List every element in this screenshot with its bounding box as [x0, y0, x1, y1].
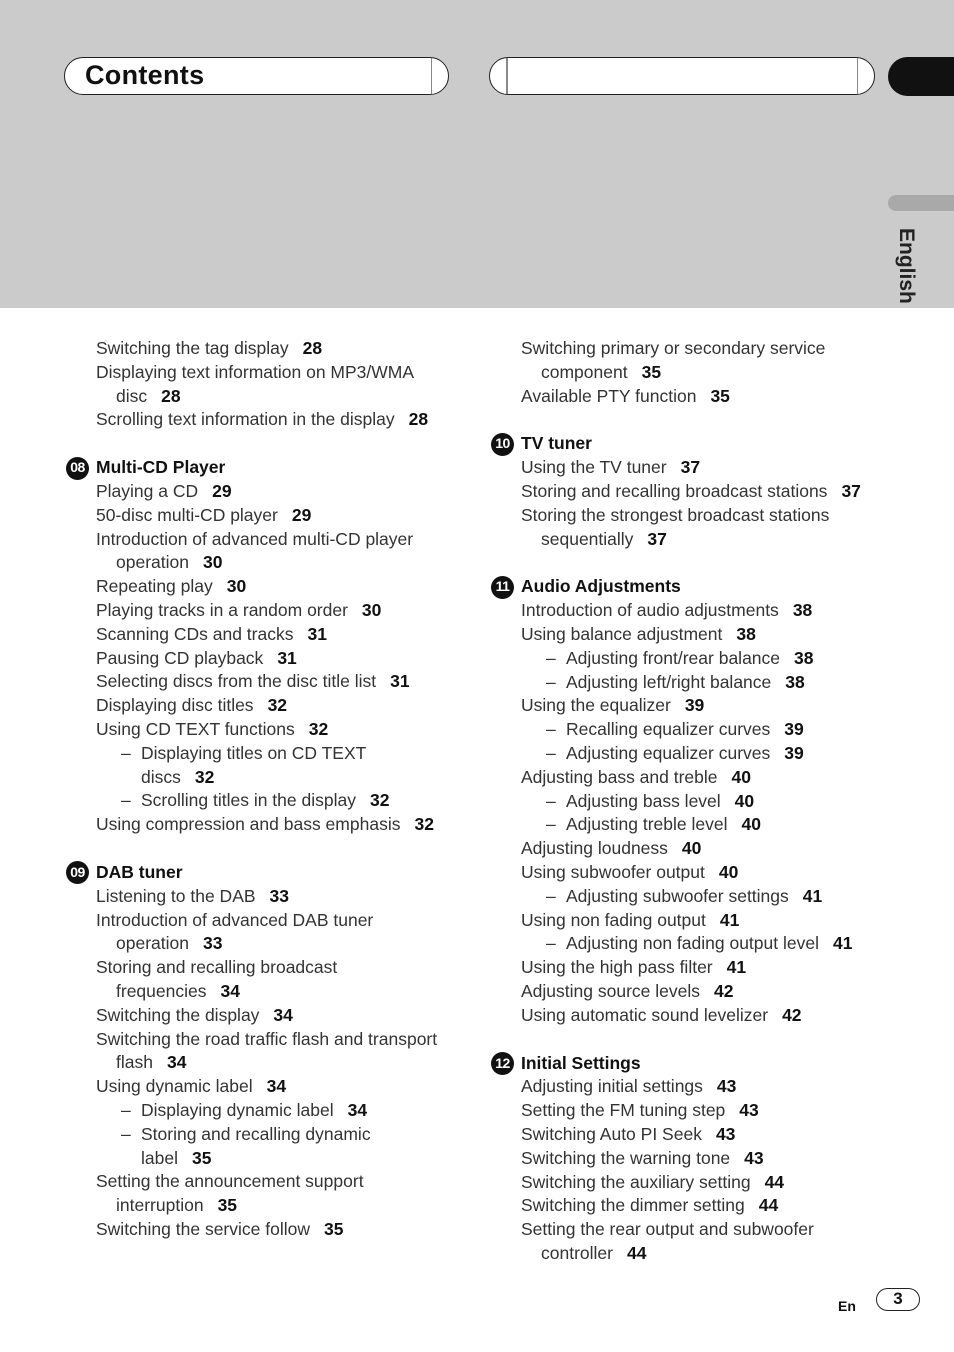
toc-page-number: 31 — [277, 647, 297, 668]
section-title: DAB tuner — [96, 861, 183, 882]
toc-page-number: 30 — [202, 552, 223, 573]
toc-page-number: 32 — [414, 814, 434, 835]
toc-page-number: 41 — [832, 933, 853, 954]
toc-entry-continuation-text: label — [141, 1147, 178, 1168]
toc-page-number: 34 — [347, 1099, 368, 1120]
toc-entry-text: Using compression and bass emphasis — [96, 814, 401, 835]
section-title: Initial Settings — [521, 1052, 641, 1073]
toc-entry[interactable] — [491, 1004, 891, 1028]
toc-entry[interactable] — [491, 1194, 891, 1218]
toc-entry-text: Setting the announcement support — [96, 1171, 364, 1192]
toc-entry[interactable] — [491, 861, 891, 885]
toc-entry-text: Switching primary or secondary service — [521, 338, 826, 358]
header-blank-box — [489, 57, 875, 95]
toc-entry[interactable] — [491, 1171, 891, 1195]
toc-entry[interactable] — [491, 504, 891, 552]
toc-page-number: 44 — [764, 1171, 785, 1192]
toc-page-number: 38 — [785, 671, 805, 692]
toc-page-number: 39 — [784, 742, 804, 763]
toc-page-number: 33 — [202, 933, 223, 954]
toc-entry[interactable] — [491, 980, 891, 1004]
toc-page-number: 32 — [267, 695, 288, 716]
toc-entry[interactable] — [491, 456, 891, 480]
toc-entry[interactable] — [491, 1123, 891, 1147]
toc-entry[interactable] — [66, 813, 466, 837]
toc-subentry[interactable] — [66, 742, 466, 790]
toc-entry-text: Switching the dimmer setting — [521, 1195, 745, 1216]
toc-entry-text: Switching the auxiliary setting — [521, 1171, 751, 1192]
toc-entry-continuation-text: component — [541, 361, 628, 382]
toc-page-number: 43 — [744, 1147, 764, 1168]
toc-entry[interactable] — [491, 694, 891, 718]
toc-entry-text: Listening to the DAB — [96, 885, 256, 906]
toc-entry-continuation-text: controller — [541, 1242, 613, 1263]
section-heading[interactable] — [491, 432, 891, 456]
toc-page-number: 44 — [758, 1195, 779, 1216]
toc-page-number: 29 — [212, 480, 232, 501]
toc-entry-text: Switching the tag display — [96, 338, 289, 358]
toc-entry[interactable] — [66, 1028, 466, 1076]
toc-entry-continuation — [141, 1147, 466, 1171]
toc-page-number: 43 — [739, 1100, 759, 1121]
toc-page-number: 34 — [266, 1076, 287, 1097]
dash-bullet: – — [121, 742, 131, 763]
toc-entry-text: Introduction of advanced DAB tuner — [96, 909, 374, 930]
toc-page-number: 43 — [716, 1076, 737, 1097]
toc-entry-text: Using CD TEXT functions — [96, 718, 295, 739]
toc-entry[interactable] — [66, 337, 466, 361]
dash-bullet: – — [546, 790, 556, 811]
toc-entry-text: Using subwoofer output — [521, 861, 705, 882]
dash-bullet: – — [546, 671, 556, 692]
toc-entry-text: Using the high pass filter — [521, 957, 713, 978]
toc-entry[interactable] — [66, 408, 466, 432]
toc-page-number: 32 — [308, 718, 329, 739]
toc-entry[interactable] — [491, 1218, 891, 1266]
toc-entry-continuation — [96, 385, 466, 409]
toc-entry-text: Adjusting left/right balance — [566, 671, 772, 692]
toc-page-number: 41 — [802, 885, 823, 906]
language-tab-bar — [888, 195, 954, 211]
toc-entry[interactable] — [66, 575, 466, 599]
toc-subentry[interactable] — [66, 1099, 466, 1123]
toc-entry-text: Using the TV tuner — [521, 457, 667, 478]
toc-entry-continuation-text: sequentially — [541, 528, 634, 549]
section-11 — [491, 575, 891, 1027]
toc-subentry[interactable] — [66, 789, 466, 813]
toc-entry-continuation — [96, 1194, 466, 1218]
toc-subentry[interactable] — [491, 813, 891, 837]
toc-entry[interactable] — [66, 361, 466, 409]
toc-entry-text: Using non fading output — [521, 909, 706, 930]
dash-bullet: – — [546, 719, 556, 740]
toc-page-number: 35 — [710, 385, 730, 406]
section-number-badge: 12 — [491, 1052, 514, 1075]
section-number-badge: 11 — [491, 576, 514, 599]
section-number-badge: 10 — [491, 433, 514, 456]
dash-bullet: – — [546, 814, 556, 835]
toc-entry[interactable] — [66, 504, 466, 528]
header-band — [0, 0, 954, 308]
section-title: Audio Adjustments — [521, 576, 681, 597]
toc-page-number: 39 — [684, 695, 705, 716]
toc-entry-continuation-text: operation — [116, 552, 189, 573]
toc-entry[interactable] — [491, 385, 891, 409]
section-number-badge: 09 — [66, 861, 89, 884]
toc-entry[interactable] — [66, 885, 466, 909]
toc-entry-text: Using automatic sound levelizer — [521, 1004, 769, 1025]
toc-entry[interactable] — [491, 480, 891, 504]
language-label: English — [895, 228, 918, 304]
toc-entry-text: Introduction of audio adjustments — [521, 600, 779, 621]
toc-entry-text: Switching the service follow — [96, 1218, 310, 1239]
toc-entry-continuation — [521, 1242, 891, 1266]
footer-language: En — [838, 1298, 856, 1314]
toc-page-number: 28 — [302, 338, 323, 358]
toc-entry[interactable] — [491, 1075, 891, 1099]
toc-page-number: 34 — [220, 980, 240, 1001]
title-box — [64, 57, 449, 95]
toc-entry-text: Playing tracks in a random order — [96, 599, 348, 620]
toc-entry-text: Adjusting non fading output level — [566, 933, 819, 954]
toc-entry[interactable] — [66, 1170, 466, 1218]
dash-bullet: – — [121, 790, 131, 811]
toc-entry[interactable] — [66, 1004, 466, 1028]
toc-page-number: 37 — [841, 480, 861, 501]
section-heading[interactable] — [491, 575, 891, 599]
dash-bullet: – — [121, 1123, 131, 1144]
toc-page-number: 34 — [273, 1004, 293, 1025]
toc-entry-text: Adjusting bass level — [566, 790, 721, 811]
toc-entry-text: Switching the warning tone — [521, 1147, 731, 1168]
page-title: Contents — [85, 60, 205, 90]
toc-entry-text: Storing and recalling broadcast stations — [521, 480, 828, 501]
toc-subentry[interactable] — [491, 671, 891, 695]
toc-entry[interactable] — [491, 766, 891, 790]
toc-page-number: 40 — [734, 790, 755, 811]
toc-page-number: 30 — [361, 599, 382, 620]
toc-entry-text: Recalling equalizer curves — [566, 719, 771, 740]
section-title: Multi-CD Player — [96, 457, 226, 478]
toc-page-number: 40 — [718, 861, 739, 882]
toc-entry[interactable] — [491, 599, 891, 623]
toc-entry-text: Pausing CD playback — [96, 647, 264, 668]
toc-entry[interactable] — [66, 623, 466, 647]
toc-entry-text: Displaying text information on MP3/WMA — [96, 361, 415, 382]
toc-page-number: 28 — [161, 385, 181, 406]
toc-page-number: 34 — [166, 1052, 187, 1073]
toc-subentry[interactable] — [491, 718, 891, 742]
toc-page-number: 41 — [726, 957, 747, 978]
toc-entry[interactable] — [66, 647, 466, 671]
toc-entry[interactable] — [66, 718, 466, 742]
toc-entry-continuation — [521, 528, 891, 552]
toc-entry[interactable] — [491, 1099, 891, 1123]
toc-entry[interactable] — [66, 1075, 466, 1099]
section-number-badge: 08 — [66, 457, 89, 480]
toc-page-number: 40 — [681, 838, 702, 859]
toc-page-number: 31 — [307, 623, 327, 644]
section-heading[interactable] — [491, 1052, 891, 1076]
toc-entry-text: Switching the road traffic flash and transport — [96, 1028, 438, 1049]
toc-entry-text: Adjusting subwoofer settings — [566, 885, 789, 906]
toc-entry-text: Adjusting front/rear balance — [566, 647, 781, 668]
toc-entry[interactable] — [66, 670, 466, 694]
toc-subentry[interactable] — [491, 932, 891, 956]
toc-page-number: 39 — [784, 719, 804, 740]
toc-entry-text: Displaying titles on CD TEXT — [141, 742, 367, 763]
toc-entry[interactable] — [66, 1218, 466, 1242]
toc-subentry[interactable] — [66, 1123, 466, 1171]
toc-entry-text: Adjusting initial settings — [521, 1076, 703, 1097]
toc-page-number: 30 — [226, 576, 247, 597]
toc-entry-text: Switching the display — [96, 1004, 260, 1025]
toc-entry-continuation-text: frequencies — [116, 980, 207, 1001]
toc-entry[interactable] — [66, 528, 466, 576]
toc-entry-text: Setting the rear output and subwoofer — [521, 1219, 814, 1240]
toc-page-number: 35 — [191, 1147, 212, 1168]
toc-entry-text: Repeating play — [96, 576, 213, 597]
toc-entry-text: 50-disc multi-CD player — [96, 504, 278, 525]
section-heading[interactable] — [66, 861, 466, 885]
toc-page-number: 38 — [736, 623, 756, 644]
toc-entry-text: Displaying dynamic label — [141, 1099, 334, 1120]
toc-left-column — [66, 337, 466, 1242]
toc-entry-continuation-text: flash — [116, 1052, 153, 1073]
toc-page-number: 29 — [291, 504, 312, 525]
toc-entry-continuation — [96, 551, 466, 575]
toc-entry-text: Setting the FM tuning step — [521, 1100, 726, 1121]
toc-entry-text: Introduction of advanced multi-CD player — [96, 528, 414, 549]
toc-entry[interactable] — [491, 337, 891, 385]
toc-entry-text: Adjusting source levels — [521, 980, 700, 1001]
toc-page-number: 35 — [217, 1195, 238, 1216]
toc-page-number: 41 — [719, 909, 740, 930]
toc-page-number: 44 — [626, 1242, 647, 1263]
toc-page-number: 38 — [794, 647, 814, 668]
toc-entry[interactable] — [491, 956, 891, 980]
toc-subentry[interactable] — [491, 647, 891, 671]
toc-subentry[interactable] — [491, 742, 891, 766]
toc-entry[interactable] — [66, 480, 466, 504]
toc-entry-text: Adjusting equalizer curves — [566, 742, 771, 763]
toc-entry-text: Switching Auto PI Seek — [521, 1123, 702, 1144]
toc-entry-text: Playing a CD — [96, 480, 199, 501]
toc-page-number: 31 — [390, 671, 410, 692]
toc-entry-text: Scrolling text information in the display — [96, 409, 395, 430]
toc-entry-text: Scrolling titles in the display — [141, 790, 356, 811]
toc-entry-text: Adjusting loudness — [521, 838, 668, 859]
toc-page-number: 40 — [731, 766, 751, 787]
page-number: 3 — [876, 1288, 920, 1311]
toc-entry-text: Storing and recalling broadcast — [96, 957, 338, 978]
toc-subentry[interactable] — [491, 790, 891, 814]
toc-page-number: 42 — [713, 980, 734, 1001]
section-heading[interactable] — [66, 456, 466, 480]
toc-page-number: 32 — [194, 766, 215, 787]
toc-entry-text: Adjusting bass and treble — [521, 766, 718, 787]
toc-entry-text: Scanning CDs and tracks — [96, 623, 294, 644]
toc-entry-continuation — [141, 766, 466, 790]
toc-entry-continuation-text: discs — [141, 766, 181, 787]
toc-entry-text: Using the equalizer — [521, 695, 671, 716]
toc-page-number: 38 — [792, 600, 813, 621]
section-09 — [66, 861, 466, 1242]
toc-page-number: 33 — [269, 885, 290, 906]
section-tab — [888, 57, 954, 96]
toc-entry-continuation — [521, 361, 891, 385]
toc-entry-continuation-text: interruption — [116, 1195, 204, 1216]
toc-entry-continuation — [96, 1051, 466, 1075]
dash-bullet: – — [546, 647, 556, 668]
toc-entry[interactable] — [66, 909, 466, 957]
toc-entry-continuation — [96, 932, 466, 956]
toc-page-number: 28 — [408, 409, 429, 430]
toc-page-number: 42 — [782, 1004, 802, 1025]
toc-entry-text: Storing and recalling dynamic — [141, 1123, 371, 1144]
toc-entry-text: Adjusting treble level — [566, 814, 728, 835]
toc-subentry[interactable] — [491, 885, 891, 909]
toc-right-column — [491, 337, 891, 1266]
toc-entry[interactable] — [66, 694, 466, 718]
toc-entry-continuation-text: operation — [116, 933, 189, 954]
toc-entry[interactable] — [491, 837, 891, 861]
toc-entry[interactable] — [66, 956, 466, 1004]
toc-entry-continuation-text: disc — [116, 385, 148, 406]
toc-page-number: 37 — [647, 528, 667, 549]
section-title: TV tuner — [521, 433, 592, 454]
toc-page-number: 32 — [369, 790, 390, 811]
dash-bullet: – — [546, 933, 556, 954]
toc-entry-text: Using dynamic label — [96, 1076, 253, 1097]
toc-entry[interactable] — [491, 909, 891, 933]
section-08 — [66, 456, 466, 837]
toc-page-number: 35 — [323, 1218, 344, 1239]
toc-page-number: 40 — [741, 814, 761, 835]
toc-entry-continuation — [96, 980, 466, 1004]
section-12 — [491, 1052, 891, 1266]
toc-entry-text: Selecting discs from the disc title list — [96, 671, 377, 692]
toc-entry[interactable] — [491, 1147, 891, 1171]
toc-entry[interactable] — [66, 599, 466, 623]
toc-page-number: 43 — [715, 1123, 736, 1144]
dash-bullet: – — [121, 1099, 131, 1120]
dash-bullet: – — [546, 885, 556, 906]
toc-entry-text: Storing the strongest broadcast stations — [521, 504, 830, 525]
toc-entry-text: Using balance adjustment — [521, 623, 723, 644]
toc-page-number: 37 — [680, 457, 701, 478]
dash-bullet: – — [546, 742, 556, 763]
toc-entry[interactable] — [491, 623, 891, 647]
toc-page-number: 35 — [641, 361, 662, 382]
toc-entry-text: Available PTY function — [521, 385, 697, 406]
section-10 — [491, 432, 891, 551]
toc-entry-text: Displaying disc titles — [96, 695, 254, 716]
